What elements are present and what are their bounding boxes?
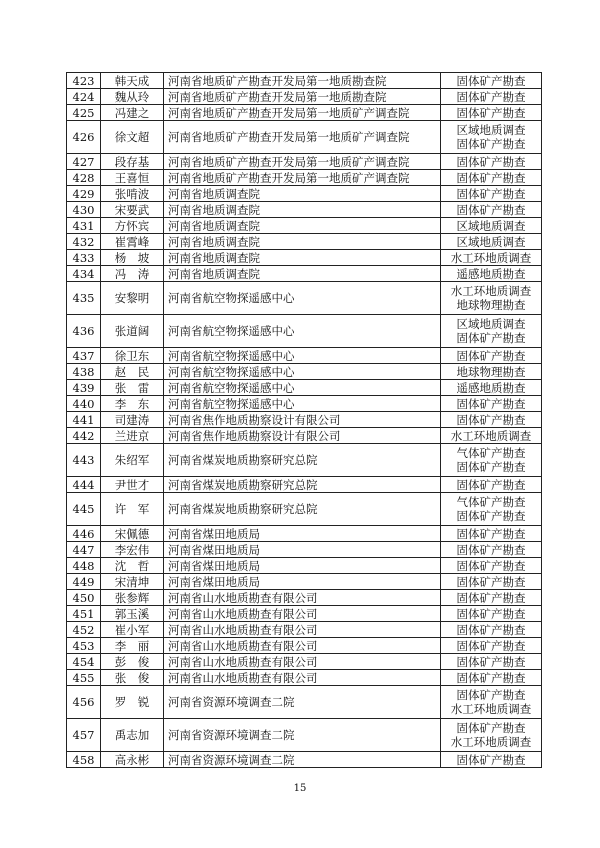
specialty-cell <box>441 266 542 282</box>
specialty-text: 气体矿产勘查 <box>456 446 526 460</box>
person-name-cell: 高永彬 <box>101 752 164 768</box>
table-row <box>67 622 542 638</box>
specialty-cell <box>441 606 542 622</box>
specialty-cell <box>441 686 542 719</box>
table-row <box>67 444 542 477</box>
specialty-text: 固体矿产勘查 <box>456 460 526 474</box>
table-row <box>67 105 542 121</box>
specialty-text: 遥感地质勘查 <box>456 266 526 281</box>
specialty-text: 地球物理勘查 <box>456 298 526 312</box>
row-number-cell: 433 <box>67 250 101 266</box>
specialty-text: 固体矿产勘查 <box>456 574 526 589</box>
row-number-cell: 447 <box>67 542 101 558</box>
specialty-cell <box>441 218 542 234</box>
row-number-cell: 425 <box>67 105 101 121</box>
table-row <box>67 202 542 218</box>
organization-cell: 河南省山水地质勘查有限公司 <box>164 606 441 622</box>
table-row <box>67 638 542 654</box>
organization-cell: 河南省地质调查院 <box>164 218 441 234</box>
row-number-cell: 436 <box>67 315 101 348</box>
organization-cell: 河南省航空物探遥感中心 <box>164 380 441 396</box>
specialty-cell <box>441 444 542 477</box>
specialty-cell <box>441 250 542 266</box>
organization-cell: 河南省煤田地质局 <box>164 542 441 558</box>
row-number-cell: 455 <box>67 670 101 686</box>
specialty-cell <box>441 121 542 154</box>
organization-cell: 河南省煤田地质局 <box>164 574 441 590</box>
specialty-text: 固体矿产勘查 <box>456 73 526 88</box>
row-number-cell: 438 <box>67 364 101 380</box>
organization-cell: 河南省地质调查院 <box>164 234 441 250</box>
person-name-cell: 张 雷 <box>101 380 164 396</box>
organization-cell: 河南省焦作地质勘察设计有限公司 <box>164 428 441 444</box>
row-number-cell: 442 <box>67 428 101 444</box>
table-row <box>67 282 542 315</box>
specialty-text: 固体矿产勘查 <box>456 331 526 345</box>
person-name-cell: 张道阔 <box>101 315 164 348</box>
organization-cell: 河南省资源环境调查二院 <box>164 719 441 752</box>
specialty-cell <box>441 348 542 364</box>
row-number-cell: 440 <box>67 396 101 412</box>
organization-cell: 河南省山水地质勘查有限公司 <box>164 638 441 654</box>
organization-cell: 河南省山水地质勘查有限公司 <box>164 590 441 606</box>
table-row <box>67 364 542 380</box>
row-number-cell: 458 <box>67 752 101 768</box>
row-number-cell: 437 <box>67 348 101 364</box>
organization-cell: 河南省地质矿产勘查开发局第一地质勘查院 <box>164 73 441 89</box>
specialty-cell <box>441 234 542 250</box>
table-row <box>67 752 542 768</box>
person-name-cell: 宋要武 <box>101 202 164 218</box>
specialty-cell <box>441 202 542 218</box>
specialty-text: 固体矿产勘查 <box>456 412 526 427</box>
organization-cell: 河南省焦作地质勘察设计有限公司 <box>164 412 441 428</box>
row-number-cell: 453 <box>67 638 101 654</box>
specialty-cell <box>441 526 542 542</box>
table-row <box>67 428 542 444</box>
person-name-cell: 沈 哲 <box>101 558 164 574</box>
person-name-cell: 张 俊 <box>101 670 164 686</box>
specialty-text: 固体矿产勘查 <box>456 654 526 669</box>
specialty-text: 固体矿产勘查 <box>456 606 526 621</box>
specialty-cell <box>441 380 542 396</box>
table-row <box>67 250 542 266</box>
specialty-text: 固体矿产勘查 <box>456 477 526 492</box>
row-number-cell: 448 <box>67 558 101 574</box>
row-number-cell: 432 <box>67 234 101 250</box>
specialty-cell <box>441 412 542 428</box>
person-name-cell: 冯 涛 <box>101 266 164 282</box>
specialty-cell <box>441 105 542 121</box>
organization-cell: 河南省地质矿产勘查开发局第一地质勘查院 <box>164 89 441 105</box>
table-row <box>67 89 542 105</box>
row-number-cell: 439 <box>67 380 101 396</box>
table-row <box>67 412 542 428</box>
organization-cell: 河南省航空物探遥感中心 <box>164 396 441 412</box>
table-row <box>67 266 542 282</box>
row-number-cell: 450 <box>67 590 101 606</box>
specialty-cell <box>441 542 542 558</box>
person-name-cell: 朱绍军 <box>101 444 164 477</box>
person-name-cell: 尹世才 <box>101 477 164 493</box>
person-name-cell: 徐文超 <box>101 121 164 154</box>
specialty-text: 固体矿产勘查 <box>456 89 526 104</box>
table-row <box>67 218 542 234</box>
row-number-cell: 430 <box>67 202 101 218</box>
table-row <box>67 73 542 89</box>
person-name-cell: 王喜恒 <box>101 170 164 186</box>
row-number-cell: 423 <box>67 73 101 89</box>
person-name-cell: 司建涛 <box>101 412 164 428</box>
specialty-text: 水工环地质调查 <box>450 702 532 716</box>
organization-cell: 河南省资源环境调查二院 <box>164 686 441 719</box>
specialty-cell <box>441 493 542 526</box>
specialty-cell <box>441 622 542 638</box>
specialty-text: 固体矿产勘查 <box>456 590 526 605</box>
specialty-text: 水工环地质调查 <box>450 284 532 298</box>
specialty-text: 遥感地质勘查 <box>456 380 526 395</box>
row-number-cell: 428 <box>67 170 101 186</box>
specialty-cell <box>441 574 542 590</box>
personnel-table-body <box>67 73 542 768</box>
organization-cell: 河南省山水地质勘查有限公司 <box>164 670 441 686</box>
table-row <box>67 606 542 622</box>
specialty-text: 区域地质调查 <box>456 218 526 233</box>
table-row <box>67 186 542 202</box>
table-row <box>67 670 542 686</box>
table-row <box>67 590 542 606</box>
organization-cell: 河南省地质矿产勘查开发局第一地质矿产调查院 <box>164 170 441 186</box>
person-name-cell: 杨 坡 <box>101 250 164 266</box>
organization-cell: 河南省航空物探遥感中心 <box>164 282 441 315</box>
organization-cell: 河南省地质矿产勘查开发局第一地质矿产调查院 <box>164 105 441 121</box>
row-number-cell: 451 <box>67 606 101 622</box>
person-name-cell: 安黎明 <box>101 282 164 315</box>
person-name-cell: 郭玉溪 <box>101 606 164 622</box>
specialty-text: 固体矿产勘查 <box>456 688 526 702</box>
specialty-text: 固体矿产勘查 <box>456 186 526 201</box>
specialty-cell <box>441 282 542 315</box>
row-number-cell: 456 <box>67 686 101 719</box>
table-row <box>67 348 542 364</box>
table-row <box>67 574 542 590</box>
organization-cell: 河南省山水地质勘查有限公司 <box>164 654 441 670</box>
specialty-text: 固体矿产勘查 <box>456 170 526 185</box>
table-row <box>67 558 542 574</box>
organization-cell: 河南省资源环境调查二院 <box>164 752 441 768</box>
specialty-text: 区域地质调查 <box>456 317 526 331</box>
table-row <box>67 170 542 186</box>
row-number-cell: 424 <box>67 89 101 105</box>
person-name-cell: 李 东 <box>101 396 164 412</box>
person-name-cell: 张参辉 <box>101 590 164 606</box>
specialty-cell <box>441 752 542 768</box>
specialty-text: 固体矿产勘查 <box>456 526 526 541</box>
specialty-cell <box>441 315 542 348</box>
row-number-cell: 444 <box>67 477 101 493</box>
organization-cell: 河南省煤炭地质勘察研究总院 <box>164 444 441 477</box>
row-number-cell: 429 <box>67 186 101 202</box>
specialty-cell <box>441 719 542 752</box>
organization-cell: 河南省煤炭地质勘察研究总院 <box>164 493 441 526</box>
row-number-cell: 431 <box>67 218 101 234</box>
row-number-cell: 454 <box>67 654 101 670</box>
person-name-cell: 徐卫东 <box>101 348 164 364</box>
organization-cell: 河南省地质矿产勘查开发局第一地质矿产调查院 <box>164 121 441 154</box>
person-name-cell: 许 军 <box>101 493 164 526</box>
specialty-cell <box>441 654 542 670</box>
row-number-cell: 445 <box>67 493 101 526</box>
table-row <box>67 719 542 752</box>
organization-cell: 河南省煤田地质局 <box>164 558 441 574</box>
specialty-cell <box>441 73 542 89</box>
table-row <box>67 396 542 412</box>
specialty-cell <box>441 670 542 686</box>
person-name-cell: 李 丽 <box>101 638 164 654</box>
specialty-text: 固体矿产勘查 <box>456 154 526 169</box>
organization-cell: 河南省航空物探遥感中心 <box>164 315 441 348</box>
person-name-cell: 彭 俊 <box>101 654 164 670</box>
specialty-text: 固体矿产勘查 <box>456 558 526 573</box>
specialty-cell <box>441 638 542 654</box>
organization-cell: 河南省地质矿产勘查开发局第一地质矿产调查院 <box>164 154 441 170</box>
row-number-cell: 441 <box>67 412 101 428</box>
person-name-cell: 兰进京 <box>101 428 164 444</box>
specialty-cell <box>441 428 542 444</box>
organization-cell: 河南省地质调查院 <box>164 186 441 202</box>
organization-cell: 河南省地质调查院 <box>164 266 441 282</box>
specialty-text: 固体矿产勘查 <box>456 638 526 653</box>
table-row <box>67 121 542 154</box>
specialty-cell <box>441 364 542 380</box>
row-number-cell: 427 <box>67 154 101 170</box>
personnel-table <box>66 72 542 768</box>
person-name-cell: 方怀宾 <box>101 218 164 234</box>
organization-cell: 河南省煤炭地质勘察研究总院 <box>164 477 441 493</box>
person-name-cell: 赵 民 <box>101 364 164 380</box>
specialty-text: 固体矿产勘查 <box>456 348 526 363</box>
specialty-text: 固体矿产勘查 <box>456 509 526 523</box>
organization-cell: 河南省地质调查院 <box>164 250 441 266</box>
table-row <box>67 380 542 396</box>
specialty-cell <box>441 477 542 493</box>
row-number-cell: 452 <box>67 622 101 638</box>
person-name-cell: 罗 锐 <box>101 686 164 719</box>
specialty-text: 气体矿产勘查 <box>456 495 526 509</box>
specialty-text: 固体矿产勘查 <box>456 670 526 685</box>
table-row <box>67 315 542 348</box>
specialty-text: 固体矿产勘查 <box>456 542 526 557</box>
specialty-text: 固体矿产勘查 <box>456 752 526 767</box>
organization-cell: 河南省航空物探遥感中心 <box>164 364 441 380</box>
table-row <box>67 654 542 670</box>
specialty-text: 固体矿产勘查 <box>456 396 526 411</box>
specialty-text: 区域地质调查 <box>456 123 526 137</box>
person-name-cell: 禹志加 <box>101 719 164 752</box>
specialty-text: 地球物理勘查 <box>456 364 526 379</box>
person-name-cell: 张啃波 <box>101 186 164 202</box>
row-number-cell: 457 <box>67 719 101 752</box>
specialty-text: 区域地质调查 <box>456 234 526 249</box>
specialty-cell <box>441 396 542 412</box>
specialty-text: 固体矿产勘查 <box>456 202 526 217</box>
specialty-text: 固体矿产勘查 <box>456 721 526 735</box>
table-row <box>67 154 542 170</box>
table-row <box>67 234 542 250</box>
person-name-cell: 韩天成 <box>101 73 164 89</box>
person-name-cell: 宋清坤 <box>101 574 164 590</box>
specialty-cell <box>441 154 542 170</box>
specialty-cell <box>441 558 542 574</box>
row-number-cell: 434 <box>67 266 101 282</box>
table-row <box>67 526 542 542</box>
specialty-cell <box>441 186 542 202</box>
person-name-cell: 李宏伟 <box>101 542 164 558</box>
row-number-cell: 443 <box>67 444 101 477</box>
specialty-text: 固体矿产勘查 <box>456 105 526 120</box>
page-number: 15 <box>293 783 307 794</box>
person-name-cell: 宋佩德 <box>101 526 164 542</box>
row-number-cell: 446 <box>67 526 101 542</box>
row-number-cell: 426 <box>67 121 101 154</box>
specialty-cell <box>441 170 542 186</box>
specialty-text: 固体矿产勘查 <box>456 137 526 151</box>
organization-cell: 河南省煤田地质局 <box>164 526 441 542</box>
organization-cell: 河南省地质调查院 <box>164 202 441 218</box>
row-number-cell: 449 <box>67 574 101 590</box>
specialty-cell <box>441 89 542 105</box>
specialty-cell <box>441 590 542 606</box>
organization-cell: 河南省航空物探遥感中心 <box>164 348 441 364</box>
specialty-text: 水工环地质调查 <box>450 735 532 749</box>
person-name-cell: 段存基 <box>101 154 164 170</box>
person-name-cell: 崔霄峰 <box>101 234 164 250</box>
person-name-cell: 冯建之 <box>101 105 164 121</box>
organization-cell: 河南省山水地质勘查有限公司 <box>164 622 441 638</box>
row-number-cell: 435 <box>67 282 101 315</box>
table-row <box>67 686 542 719</box>
table-row <box>67 493 542 526</box>
specialty-text: 水工环地质调查 <box>450 428 532 443</box>
specialty-text: 水工环地质调查 <box>450 250 532 265</box>
person-name-cell: 崔小军 <box>101 622 164 638</box>
person-name-cell: 魏从玲 <box>101 89 164 105</box>
specialty-text: 固体矿产勘查 <box>456 622 526 637</box>
table-row <box>67 477 542 493</box>
table-row <box>67 542 542 558</box>
